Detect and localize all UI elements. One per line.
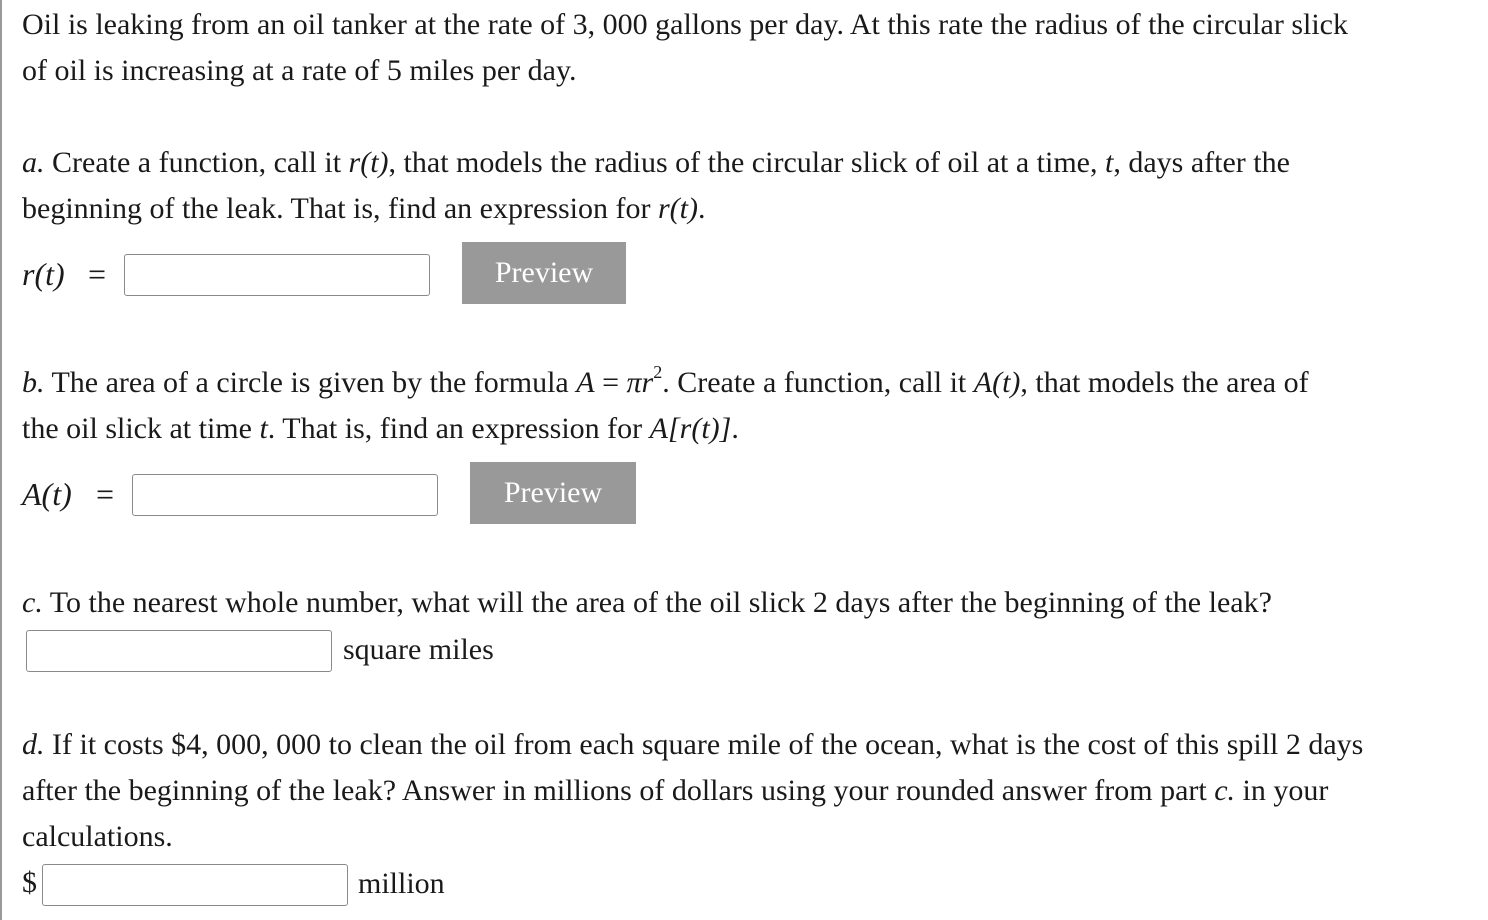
part-a-letter: a. — [22, 146, 45, 179]
part-b-function: A(t) — [973, 366, 1021, 399]
composite-function: A[r(t)] — [649, 412, 732, 445]
part-a-text: , that models the radius of the circular slick of oil at a time, — [388, 146, 1106, 179]
part-d-text: in your — [1235, 774, 1329, 807]
equals-sign: = — [96, 476, 115, 512]
part-a-text: beginning of the leak. That is, find an expression for — [22, 192, 658, 225]
formula-exponent: 2 — [653, 362, 663, 382]
part-b-text: . Create a function, call it — [662, 366, 974, 399]
formula-equals: = — [594, 366, 627, 399]
part-d-text: If it costs $4, 000, 000 to clean the oil from each square mile of the ocean, what is the cost of this spill 2 days — [44, 728, 1364, 761]
part-a-question — [22, 140, 1290, 232]
part-b-text: the oil slick at time — [22, 412, 260, 445]
part-d-letter: d. — [22, 728, 45, 761]
intro-line-1: Oil is leaking from an oil tanker at the rate of 3, 000 gallons per day. At this rate the radius of the circular slick — [22, 8, 1348, 41]
part-a-variable: t — [1105, 146, 1114, 179]
part-c-question — [22, 580, 1272, 626]
cost-answer-input[interactable] — [42, 864, 348, 906]
equals-sign: = — [88, 256, 107, 292]
formula-rhs: πr — [626, 366, 654, 399]
part-a-function-ref: r(t) — [657, 192, 698, 225]
problem-intro — [22, 2, 1348, 94]
part-c-reference: c. — [1214, 774, 1236, 807]
part-b-text: . That is, find an expression for — [267, 412, 650, 445]
intro-line-2: of oil is increasing at a rate of 5 miles per day. — [22, 54, 577, 87]
a-of-t-label: A(t) — [22, 476, 72, 512]
part-c-text: To the nearest whole number, what will the area of the oil slick 2 days after the beginning of the leak? — [42, 586, 1272, 619]
r-of-t-input[interactable] — [124, 254, 430, 296]
part-b-variable: t — [259, 412, 268, 445]
a-of-t-input[interactable] — [132, 474, 438, 516]
part-a-text: Create a function, call it — [44, 146, 349, 179]
part-d-question — [22, 722, 1363, 860]
part-d-text: after the beginning of the leak? Answer in millions of dollars using your rounded answer from part — [22, 774, 1215, 807]
part-d-text: calculations. — [22, 820, 173, 853]
preview-button-a[interactable]: Preview — [462, 242, 626, 304]
part-a-function: r(t) — [348, 146, 389, 179]
preview-button-b[interactable]: Preview — [470, 462, 636, 524]
part-b-text: . — [731, 412, 739, 445]
square-miles-unit: square miles — [343, 633, 494, 666]
r-of-t-label: r(t) — [22, 256, 65, 292]
area-answer-input[interactable] — [26, 630, 332, 672]
formula-lhs: A — [576, 366, 595, 399]
million-unit: million — [358, 867, 445, 900]
part-b-letter: b. — [22, 366, 45, 399]
part-b-text: The area of a circle is given by the formula — [44, 366, 577, 399]
dollar-sign: $ — [22, 866, 37, 899]
part-a-text: , days after the — [1113, 146, 1290, 179]
part-b-text: , that models the area of — [1020, 366, 1309, 399]
part-a-text: . — [697, 192, 706, 225]
part-c-letter: c. — [22, 586, 43, 619]
left-border — [0, 0, 2, 920]
part-b-question — [22, 360, 1309, 452]
